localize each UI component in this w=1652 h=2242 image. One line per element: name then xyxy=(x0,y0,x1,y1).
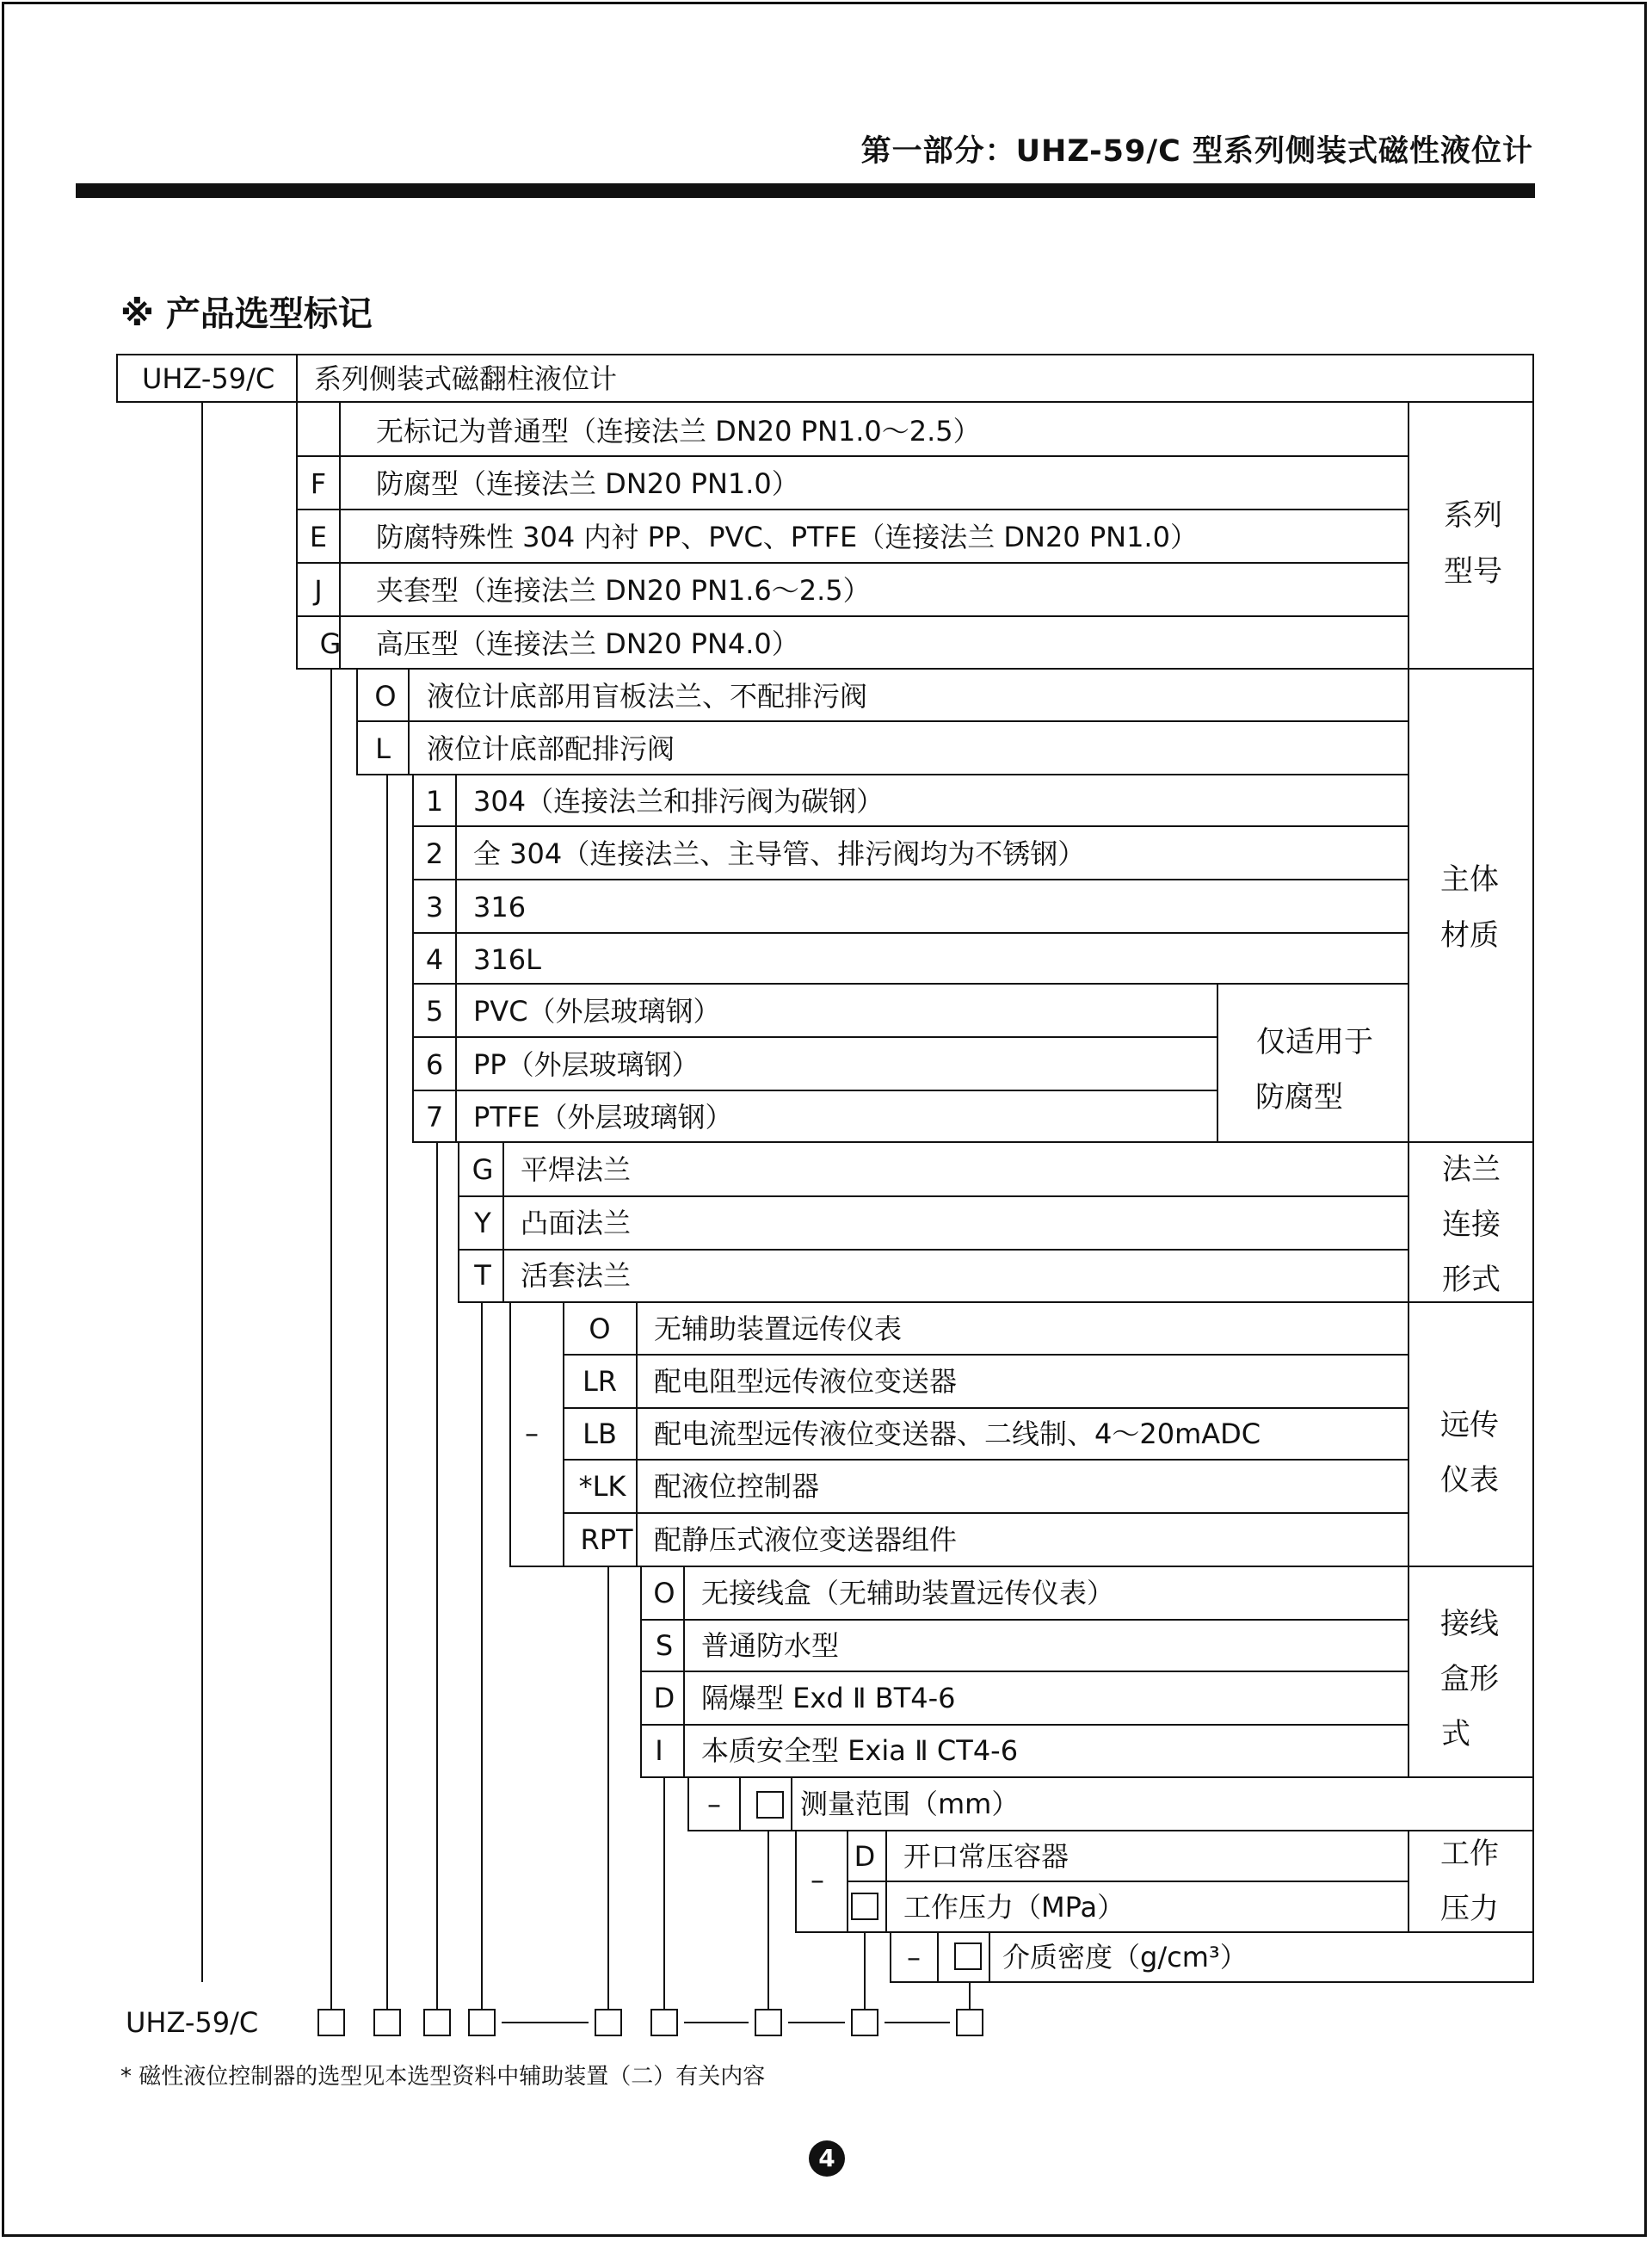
drain-code-2: L xyxy=(375,732,391,765)
flange-code-2: Y xyxy=(474,1207,491,1239)
pressure-text-2: 工作压力（MPa） xyxy=(903,1891,1125,1924)
remote-code-1: O xyxy=(589,1312,611,1345)
box-text-1: 无接线盒（无辅助装置远传仪表） xyxy=(701,1577,1115,1609)
box-text-4: 本质安全型 Exia Ⅱ CT4-6 xyxy=(701,1734,1019,1767)
drain-code-1: O xyxy=(374,680,397,713)
drain-text-2: 液位计底部配排污阀 xyxy=(427,732,675,765)
series-code-4: J xyxy=(314,574,323,607)
range-dash: – xyxy=(707,1788,721,1820)
flange-code-3: T xyxy=(474,1259,491,1292)
flange-code-1: G xyxy=(472,1153,494,1186)
flange-text-1: 平焊法兰 xyxy=(521,1153,632,1186)
remote-text-5: 配静压式液位变送器组件 xyxy=(654,1523,958,1556)
box-code-4: I xyxy=(655,1734,663,1767)
material-code-3: 3 xyxy=(425,891,444,923)
footnote: * 磁性液位控制器的选型见本选型资料中辅助装置（二）有关内容 xyxy=(120,2064,766,2090)
pressure-dash: – xyxy=(811,1863,824,1896)
material-text-4: 316L xyxy=(473,943,541,976)
series-text-5: 高压型（连接法兰 DN20 PN4.0） xyxy=(376,627,799,660)
material-text-7: PTFE（外层玻璃钢） xyxy=(473,1101,733,1133)
box-text-3: 隔爆型 Exd Ⅱ BT4-6 xyxy=(701,1682,956,1714)
series-text-2: 防腐型（连接法兰 DN20 PN1.0） xyxy=(376,467,799,500)
group-label-pressure-1: 工作 xyxy=(1440,1837,1499,1871)
group-label-remote-1: 远传 xyxy=(1440,1408,1499,1442)
group-label-box-1: 接线 xyxy=(1440,1607,1499,1641)
model-description: 系列侧装式磁翻柱液位计 xyxy=(314,362,618,395)
series-text-1: 无标记为普通型（连接法兰 DN20 PN1.0～2.5） xyxy=(376,415,981,448)
density-dash: – xyxy=(907,1941,921,1973)
bottom-model-code: UHZ-59/C xyxy=(126,2006,259,2039)
remote-dash: – xyxy=(525,1417,539,1449)
material-code-4: 4 xyxy=(425,943,444,976)
anticorrosion-note-2: 防腐型 xyxy=(1255,1080,1343,1115)
material-text-3: 316 xyxy=(473,891,527,923)
remote-text-4: 配液位控制器 xyxy=(654,1470,820,1503)
material-text-2: 全 304（连接法兰、主导管、排污阀均为不锈钢） xyxy=(473,837,1086,870)
material-text-5: PVC（外层玻璃钢） xyxy=(473,995,721,1028)
material-code-7: 7 xyxy=(425,1101,444,1133)
series-code-2: F xyxy=(310,467,327,500)
material-code-2: 2 xyxy=(425,837,444,870)
density-text: 介质密度（g/cm³） xyxy=(1002,1941,1248,1973)
group-label-flange-1: 法兰 xyxy=(1442,1152,1501,1187)
material-code-5: 5 xyxy=(425,995,444,1028)
anticorrosion-note-1: 仅适用于 xyxy=(1256,1025,1373,1059)
box-code-1: O xyxy=(653,1577,675,1609)
page-number: 4 xyxy=(809,2140,845,2177)
remote-text-2: 配电阻型远传液位变送器 xyxy=(654,1365,958,1398)
remote-code-2: LR xyxy=(582,1365,618,1398)
group-label-pressure-2: 压力 xyxy=(1440,1892,1499,1926)
group-label-body-1: 主体 xyxy=(1440,862,1499,897)
material-text-6: PP（外层玻璃钢） xyxy=(473,1048,700,1081)
pressure-text-1: 开口常压容器 xyxy=(903,1840,1069,1873)
remote-code-5: RPT xyxy=(580,1523,633,1556)
material-code-6: 6 xyxy=(425,1048,444,1081)
group-label-flange-3: 形式 xyxy=(1442,1263,1501,1297)
drain-text-1: 液位计底部用盲板法兰、不配排污阀 xyxy=(427,680,868,713)
remote-text-1: 无辅助装置远传仪表 xyxy=(654,1312,903,1345)
group-label-body-2: 材质 xyxy=(1440,918,1499,953)
remote-code-3: LB xyxy=(583,1417,617,1450)
group-label-box-2: 盒形 xyxy=(1440,1662,1499,1696)
series-code-5: G xyxy=(319,627,342,660)
material-code-1: 1 xyxy=(425,785,444,818)
model-code: UHZ-59/C xyxy=(142,362,275,395)
flange-text-2: 凸面法兰 xyxy=(521,1207,632,1239)
group-label-series-1: 系列 xyxy=(1444,498,1502,533)
pressure-code-1: D xyxy=(854,1840,876,1873)
series-text-4: 夹套型（连接法兰 DN20 PN1.6～2.5） xyxy=(376,574,871,607)
page-header-title: 第一部分：UHZ-59/C 型系列侧装式磁性液位计 xyxy=(860,134,1533,169)
flange-text-3: 活套法兰 xyxy=(521,1259,632,1292)
group-label-flange-2: 连接 xyxy=(1442,1207,1501,1242)
group-label-series-2: 型号 xyxy=(1444,554,1502,589)
material-text-1: 304（连接法兰和排污阀为碳钢） xyxy=(473,785,885,818)
section-title: ※ 产品选型标记 xyxy=(120,294,373,334)
remote-text-3: 配电流型远传液位变送器、二线制、4～20mADC xyxy=(654,1417,1261,1450)
box-code-2: S xyxy=(655,1629,674,1662)
group-label-box-3: 式 xyxy=(1441,1717,1470,1751)
remote-code-4: *LK xyxy=(578,1470,626,1503)
series-code-3: E xyxy=(309,521,328,553)
series-text-3: 防腐特殊性 304 内衬 PP、PVC、PTFE（连接法兰 DN20 PN1.0） xyxy=(376,521,1198,553)
box-text-2: 普通防水型 xyxy=(701,1629,840,1662)
group-label-remote-2: 仪表 xyxy=(1440,1463,1499,1498)
range-text: 测量范围（mm） xyxy=(800,1788,1020,1820)
box-code-3: D xyxy=(653,1682,675,1714)
